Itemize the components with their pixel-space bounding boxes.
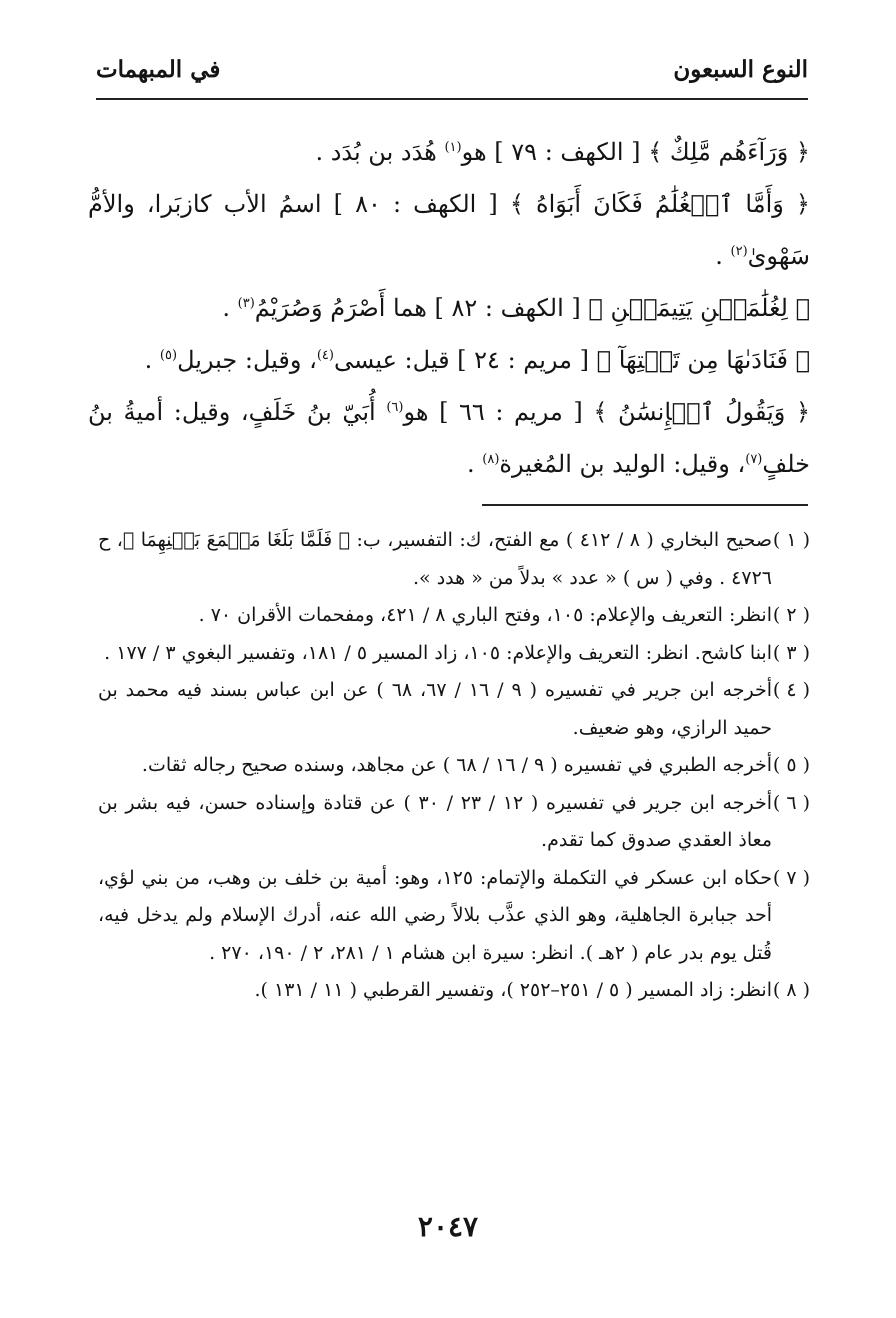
verse-ref: [ مريم : ٦٦ ] هو bbox=[403, 398, 583, 426]
footnote-text: صحيح البخاري ( ٨ / ٤١٢ ) مع الفتح، ك: التفسير، ب: ﴿ فَلَمَّا بَلَغَا مَجۡمَعَ بَيۡنِهِمَا ﴾، ح ٤٧٢٦ . وفي ( س ) « عدد » بدلاً من « هدد ». bbox=[98, 529, 772, 589]
footnote-number: ( ٥ ) bbox=[772, 754, 810, 776]
footnote-text: انظر: زاد المسير ( ٥ / ٢٥١–٢٥٢ )، وتفسير القرطبي ( ١١ / ١٣١ ). bbox=[254, 979, 772, 1001]
footnote-marker[interactable]: (٨) bbox=[482, 452, 500, 467]
footnote-rule bbox=[482, 504, 808, 506]
footnote-number: ( ٤ ) bbox=[772, 679, 810, 701]
explanation-end: . bbox=[467, 450, 483, 478]
quran-verse: ﴿ لِغُلَٰمَيۡنِ يَتِيمَيۡنِ ﴾ bbox=[588, 294, 810, 322]
footnote-number: ( ٦ ) bbox=[772, 791, 810, 814]
explanation: هُدَد بن بُدَد . bbox=[315, 138, 445, 166]
footnote-text: انظر: التعريف والإعلام: ١٠٥، وفتح الباري ٨ / ٤٢١، ومفحمات الأقران ٧٠ . bbox=[198, 604, 772, 626]
footnote-marker[interactable]: (٢) bbox=[730, 244, 748, 259]
section-title: في المبهمات bbox=[96, 56, 221, 83]
verse-ref: [ الكهف : ٨٢ ] هما أَصْرَمُ وَصُرَيْمُ bbox=[254, 294, 581, 322]
footnote-marker[interactable]: (٤) bbox=[316, 348, 334, 363]
chapter-title: النوع السبعون bbox=[673, 56, 808, 83]
footnote-number: ( ٣ ) bbox=[772, 641, 810, 664]
main-paragraph-2 bbox=[88, 178, 810, 282]
footnote-1 bbox=[98, 522, 810, 597]
footnote-text: أخرجه الطبري في تفسيره ( ٩ / ١٦ / ٦٨ ) عن مجاهد، وسنده صحيح رجاله ثقات. bbox=[141, 754, 772, 776]
footnote-4 bbox=[98, 672, 810, 747]
main-text bbox=[88, 126, 810, 490]
main-paragraph-1 bbox=[88, 126, 810, 178]
explanation-mid: ، وقيل: الوليد بن المُغيرة bbox=[499, 450, 746, 478]
footnote-8 bbox=[98, 972, 810, 1010]
quran-verse: ﴿ وَرَآءَهُم مَّلِكٌ ﴾ bbox=[648, 138, 810, 166]
verse-ref: [ الكهف : ٨٠ ] اسمُ الأب كازبَرا، والأمُّ سَهْوىٰ bbox=[88, 190, 810, 270]
main-paragraph-5 bbox=[88, 386, 810, 490]
footnote-marker[interactable]: (١) bbox=[444, 140, 462, 155]
explanation: ، وقيل: جبريل bbox=[177, 346, 317, 374]
footnote-number: ( ٢ ) bbox=[772, 604, 810, 626]
footnote-2 bbox=[98, 597, 810, 635]
explanation-end: . bbox=[144, 346, 160, 374]
footnote-number: ( ٨ ) bbox=[772, 979, 810, 1001]
explanation: . bbox=[715, 242, 731, 270]
running-header bbox=[96, 56, 808, 96]
explanation: . bbox=[222, 294, 238, 322]
quran-verse: ﴿ فَنَادَىٰهَا مِن تَحۡتِهَآ ﴾ bbox=[596, 346, 810, 374]
header-rule bbox=[96, 98, 808, 100]
footnote-text: حكاه ابن عسكر في التكملة والإتمام: ١٢٥، وهو: أمية بن خلف بن وهب، من بني لؤي، أحد جبابرة الجاهلية، وهو الذي عذَّب بلالاً رضي الله عنه، أدرك الإسلام ولم يدخل فيه، قُتل يوم بدر عام ( ٢هـ ). انظر: سيرة ابن هشام ١ / ٢٨١، ٢ / ١٩٠، ٢٧٠ . bbox=[98, 866, 773, 964]
quran-verse: ﴿ وَيَقُولُ ٱلۡإِنسَٰنُ ﴾ bbox=[593, 398, 811, 426]
footnote-number: ( ١ ) bbox=[772, 529, 810, 551]
footnote-text: أخرجه ابن جرير في تفسيره ( ١٢ / ٢٣ / ٣٠ ) عن قتادة وإسناده حسن، فيه بشر بن معاذ العقدي صدوق كما تقدم. bbox=[98, 791, 772, 851]
main-paragraph-3 bbox=[88, 282, 810, 334]
quran-verse: ﴿ وَأَمَّا ٱلۡغُلَٰمُ فَكَانَ أَبَوَاهُ ﴾ bbox=[509, 190, 810, 218]
verse-ref: [ الكهف : ٧٩ ] هو bbox=[461, 138, 641, 166]
page-number: ٢٠٤٧ bbox=[417, 1210, 479, 1243]
footnote-5 bbox=[98, 747, 810, 785]
verse-ref: [ مريم : ٢٤ ] قيل: عيسى bbox=[333, 346, 590, 374]
footnote-marker[interactable]: (٥) bbox=[159, 348, 178, 363]
footnote-3 bbox=[98, 635, 810, 673]
footnote-7 bbox=[98, 860, 810, 973]
footnote-marker[interactable]: (٣) bbox=[237, 296, 255, 311]
footnote-marker[interactable]: (٧) bbox=[745, 452, 763, 467]
footnote-number: ( ٧ ) bbox=[772, 866, 810, 889]
footnote-marker[interactable]: (٦) bbox=[386, 400, 404, 415]
footnote-6 bbox=[98, 785, 810, 860]
footnote-text: أخرجه ابن جرير في تفسيره ( ٩ / ١٦ / ٦٧، ٦٨ ) عن ابن عباس بسند فيه محمد بن حميد الرازي، وهو ضعيف. bbox=[98, 679, 773, 739]
main-paragraph-4 bbox=[88, 334, 810, 386]
explanation: أُبَيّ بنُ خَلَفٍ، وقيل: أميةُ بنُ خلفٍ bbox=[88, 398, 810, 478]
footnote-text: ابنا كاشح. انظر: التعريف والإعلام: ١٠٥، زاد المسير ٥ / ١٨١، وتفسير البغوي ٣ / ١٧٧ . bbox=[104, 641, 772, 664]
footnotes bbox=[98, 522, 810, 1010]
